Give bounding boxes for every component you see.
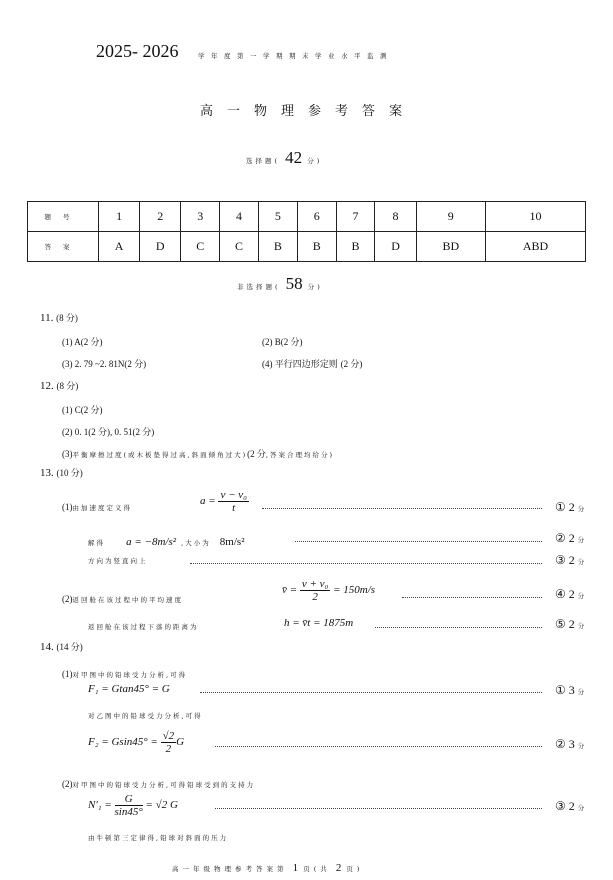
q12-heading: 12. (8 分) (40, 380, 79, 392)
q13-score-1: ① 2 分 (555, 500, 585, 514)
table-cell: 3 (181, 202, 220, 232)
section-nonchoice-heading: 非选择题( 58 分) (237, 274, 323, 293)
q13-line-4: (2)返回舱在该过程中的平均速度 (62, 594, 183, 604)
page-footer: 高一年级物理参考答案第 1 页(共 2 页) (172, 862, 364, 874)
leader-dots (190, 563, 542, 564)
header-years: 2025- 2026 (96, 41, 179, 61)
table-cell: C (220, 232, 259, 262)
q13-score-2: ② 2 分 (555, 531, 585, 545)
q13-formula-5: h = v̄t = 1875m (284, 617, 354, 629)
score-unit: 分 (577, 593, 585, 600)
page-title: 高一物理参考答案 (200, 104, 417, 119)
q11-answer-1: (1) A(2 分) (62, 337, 103, 347)
table-row (28, 232, 586, 262)
q12-answer-3: (3)平衡摩擦过度(或木板垫得过高,斜面倾角过大)(2 分,答案合理均给分) (62, 449, 334, 459)
score-unit: 分 (577, 537, 585, 544)
table-cell: B (336, 232, 375, 262)
q14-line-2: 对乙图中的铅球受力分析,可得 (88, 712, 203, 720)
table-cell: 5 (258, 202, 297, 232)
q14-formula-3: N′₁ = $\frac{G}{\sin 45^\circ}$ = √2 G (88, 793, 178, 818)
table-cell: 9 (416, 202, 485, 232)
q14-line-4: 由牛顿第三定律得,铅球对斜面的压力 (88, 834, 229, 842)
row-head-answer: 答案 (28, 232, 99, 262)
q14-score-2: ② 3 分 (555, 737, 585, 751)
table-cell: 6 (297, 202, 336, 232)
q14-score-1: ① 3 分 (555, 683, 585, 697)
table-cell: 4 (220, 202, 259, 232)
q14-score-3: ③ 2 分 (555, 799, 585, 813)
q11-answer-2: (2) B(2 分) (262, 337, 303, 347)
q13-line-2: 解得 a = −8m/s² ,大小为 8m/s² (88, 536, 245, 548)
table-cell: C (181, 232, 220, 262)
table-cell: 2 (140, 202, 181, 232)
table-cell: ABD (485, 232, 585, 262)
table-cell: BD (416, 232, 485, 262)
table-cell: 8 (375, 202, 416, 232)
leader-dots (215, 808, 542, 809)
header-years-tail: 学年度第一学期期末学业水平监测 (198, 52, 393, 60)
q12-answer-1: (1) C(2 分) (62, 405, 103, 415)
q11-answer-3: (3) 2. 79 ~2. 81N(2 分) (62, 359, 147, 369)
q11-heading: 11. (8 分) (40, 312, 78, 324)
q11-answer-4: (4) 平行四边形定则 (2 分) (262, 359, 363, 369)
table-cell: 10 (485, 202, 585, 232)
q13-line-5: 返回舱在该过程下落的距离为 (88, 623, 199, 631)
q14-heading: 14. (14 分) (40, 641, 83, 653)
section-choice-heading: 选择题( 42 分) (246, 148, 323, 167)
q13-formula-4: v̄ = $\frac{\text{v + v₀}}{2}$ = 150m/s (282, 578, 376, 603)
leader-dots (295, 541, 542, 542)
q13-formula-1: a = $\frac{\text{v − v₀}}{t}$ (200, 489, 247, 514)
table-cell: B (297, 232, 336, 262)
table-cell: 7 (336, 202, 375, 232)
table-row (28, 202, 586, 232)
q13-score-3: ③ 2 分 (555, 553, 585, 567)
q14-line-1: (1)对甲图中的铅球受力分析,可得 (62, 669, 188, 679)
q13-line-1: (1)由加速度定义得 (62, 502, 132, 512)
q12-answer-2: (2) 0. 1(2 分), 0. 51(2 分) (62, 427, 155, 437)
leader-dots (200, 692, 542, 693)
table-cell: A (99, 232, 140, 262)
q13-score-4: ④ 2 分 (555, 587, 585, 601)
row-head-number: 题号 (28, 202, 99, 232)
q14-formula-2: F₂ = Gsin45° = $\frac{√2}{2}$ G (88, 730, 185, 755)
table-cell: D (140, 232, 181, 262)
leader-dots (262, 508, 542, 509)
leader-dots (402, 597, 542, 598)
leader-dots (215, 746, 542, 747)
score-unit: 分 (577, 623, 585, 630)
table-cell: B (258, 232, 297, 262)
score-unit: 分 (577, 506, 585, 513)
score-unit: 分 (577, 559, 585, 566)
q13-heading: 13. (10 分) (40, 467, 83, 479)
answer-table (27, 201, 586, 262)
leader-dots (375, 627, 542, 628)
q13-score-5: ⑤ 2 分 (555, 617, 585, 631)
q14-formula-1: F₁ = Gtan45° = G (88, 683, 170, 695)
q14-line-3: (2)对甲图中的铅球受力分析,可得铅球受到的支持力 (62, 779, 256, 789)
table-cell: 1 (99, 202, 140, 232)
table-cell: D (375, 232, 416, 262)
q13-line-3: 方向为竖直向上 (88, 557, 148, 565)
